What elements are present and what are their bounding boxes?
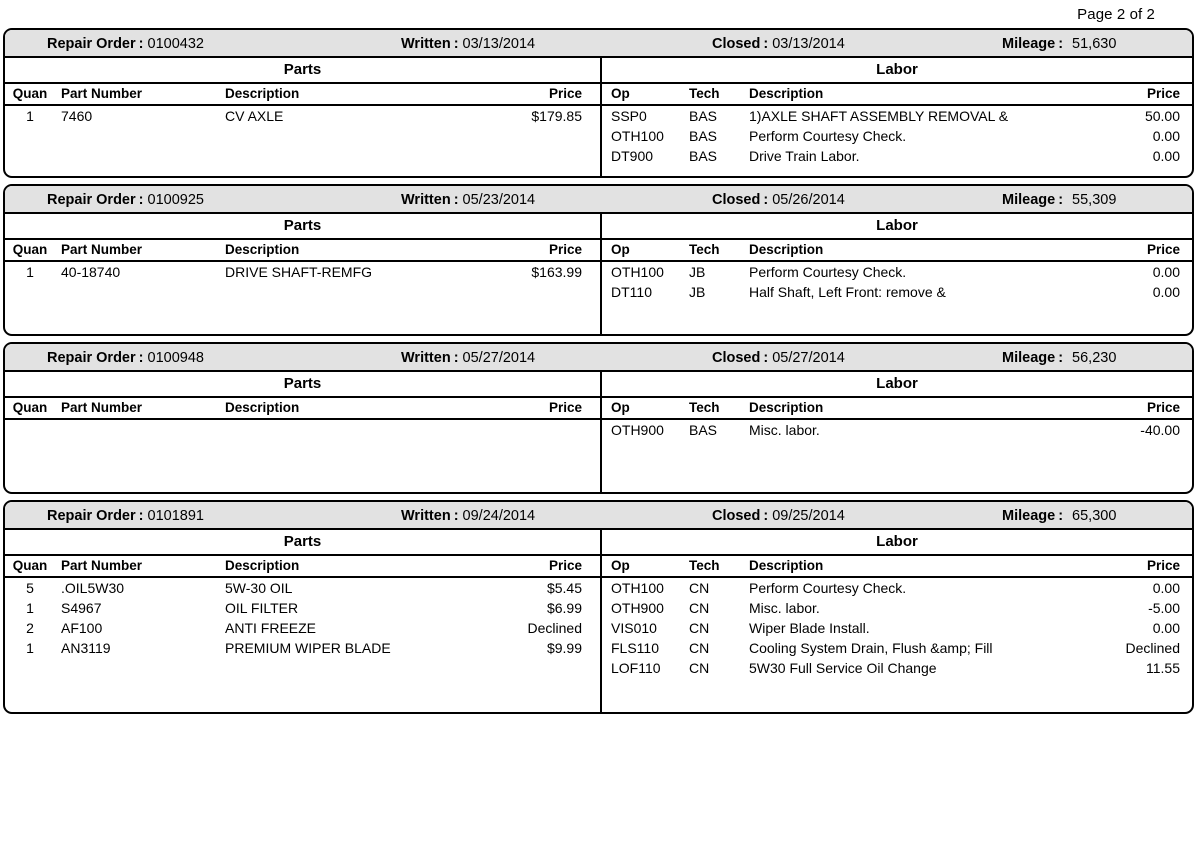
labor-cell-price: 50.00 <box>1144 108 1180 124</box>
parts-row <box>5 105 600 126</box>
parts-cell-quan: 1 <box>26 108 34 124</box>
labor-cell-tech: CN <box>689 600 710 616</box>
labor-cell-description: Drive Train Labor. <box>749 148 860 164</box>
parts-table <box>5 84 600 126</box>
field-value: 03/13/2014 <box>462 36 536 52</box>
labor-section-title: Labor <box>602 58 1192 84</box>
parts-cell-part-number: AN3119 <box>61 640 111 656</box>
field-separator: : <box>138 192 144 208</box>
closed-date-field <box>712 30 845 58</box>
closed-date-field <box>712 502 845 530</box>
parts-cell-price: $163.99 <box>531 264 582 280</box>
labor-cell-op: DT110 <box>611 284 652 300</box>
field-value: 0101891 <box>147 508 204 524</box>
parts-cell-part-number: .OIL5W30 <box>61 580 125 596</box>
repair-order-body <box>5 530 1192 712</box>
written-date-field <box>401 502 535 530</box>
parts-col-description: Description <box>221 84 475 105</box>
parts-cell-price: $9.99 <box>546 640 582 656</box>
labor-pane <box>602 372 1192 492</box>
labor-cell-tech: JB <box>689 264 706 280</box>
field-value: 05/26/2014 <box>772 192 845 208</box>
mileage-field <box>1002 186 1116 214</box>
parts-cell-quan: 1 <box>26 640 34 656</box>
labor-header-row <box>602 398 1192 419</box>
labor-cell-tech: BAS <box>689 148 718 164</box>
labor-cell-price: 0.00 <box>1152 580 1180 596</box>
parts-cell-description: PREMIUM WIPER BLADE <box>225 640 391 656</box>
written-date-field <box>401 344 535 372</box>
field-label: Closed <box>712 508 761 524</box>
parts-cell-quan: 1 <box>26 600 34 616</box>
parts-cell-price: Declined <box>527 620 582 636</box>
repair-order-card <box>3 342 1194 494</box>
labor-cell-description: 5W30 Full Service Oil Change <box>749 660 937 676</box>
field-label: Repair Order <box>47 36 136 52</box>
parts-table <box>5 556 600 658</box>
parts-header-row <box>5 398 600 419</box>
parts-row <box>5 577 600 598</box>
field-value: 55,309 <box>1072 192 1117 208</box>
parts-cell-description: CV AXLE <box>225 108 284 124</box>
labor-cell-price: 0.00 <box>1152 620 1180 636</box>
labor-cell-op: LOF110 <box>611 660 661 676</box>
field-label: Mileage <box>1002 192 1056 208</box>
field-value: 65,300 <box>1072 508 1117 524</box>
parts-section-title: Parts <box>5 58 600 84</box>
labor-col-price: Price <box>1079 84 1192 105</box>
field-value: 05/27/2014 <box>772 350 845 366</box>
field-separator: : <box>763 36 769 52</box>
field-separator: : <box>453 36 459 52</box>
parts-cell-description: OIL FILTER <box>225 600 299 616</box>
parts-header-row <box>5 556 600 577</box>
labor-row <box>602 146 1192 166</box>
field-label: Written <box>401 36 451 52</box>
parts-col-quan: Quan <box>5 398 55 419</box>
parts-pane <box>5 58 602 176</box>
field-separator: : <box>1058 192 1064 208</box>
repair-order-body <box>5 214 1192 334</box>
labor-cell-price: 0.00 <box>1152 264 1180 280</box>
field-separator: : <box>453 508 459 524</box>
parts-col-quan: Quan <box>5 556 55 577</box>
parts-cell-quan: 5 <box>26 580 34 596</box>
labor-cell-price: Declined <box>1125 640 1180 656</box>
labor-cell-tech: BAS <box>689 108 718 124</box>
parts-col-description: Description <box>221 240 475 261</box>
field-value: 05/23/2014 <box>462 192 536 208</box>
field-separator: : <box>763 508 769 524</box>
repair-order-body <box>5 58 1192 176</box>
labor-row <box>602 618 1192 638</box>
repair-order-titlebar <box>5 30 1192 58</box>
closed-date-field <box>712 186 845 214</box>
repair-order-card <box>3 28 1194 178</box>
field-value: 09/24/2014 <box>462 508 536 524</box>
field-label: Written <box>401 350 451 366</box>
field-separator: : <box>138 350 144 366</box>
field-value: 0100925 <box>147 192 204 208</box>
labor-cell-price: -40.00 <box>1140 422 1180 438</box>
parts-col-price: Price <box>475 84 600 105</box>
parts-section-title: Parts <box>5 214 600 240</box>
field-separator: : <box>453 350 459 366</box>
labor-row <box>602 419 1192 440</box>
parts-col-price: Price <box>475 398 600 419</box>
labor-col-op: Op <box>602 398 687 419</box>
field-label: Repair Order <box>47 192 136 208</box>
labor-col-price: Price <box>1079 398 1192 419</box>
labor-col-op: Op <box>602 556 687 577</box>
labor-cell-description: Perform Courtesy Check. <box>749 580 907 596</box>
labor-table <box>602 240 1192 302</box>
repair-order-body <box>5 372 1192 492</box>
labor-pane <box>602 214 1192 334</box>
repair-order-number-field <box>47 186 204 214</box>
labor-cell-description: Wiper Blade Install. <box>749 620 870 636</box>
labor-cell-description: Perform Courtesy Check. <box>749 264 907 280</box>
field-value: 05/27/2014 <box>462 350 536 366</box>
repair-order-number-field <box>47 344 204 372</box>
labor-col-tech: Tech <box>687 398 741 419</box>
labor-row <box>602 598 1192 618</box>
labor-cell-op: VIS010 <box>611 620 657 636</box>
labor-row <box>602 126 1192 146</box>
parts-cell-price: $179.85 <box>531 108 582 124</box>
labor-cell-op: OTH100 <box>611 128 664 144</box>
labor-row <box>602 105 1192 126</box>
field-label: Closed <box>712 350 761 366</box>
parts-pane <box>5 214 602 334</box>
parts-table <box>5 240 600 282</box>
labor-header-row <box>602 84 1192 105</box>
parts-row <box>5 261 600 282</box>
written-date-field <box>401 30 535 58</box>
labor-col-tech: Tech <box>687 556 741 577</box>
labor-row <box>602 261 1192 282</box>
labor-cell-op: OTH900 <box>611 422 664 438</box>
labor-cell-description: Cooling System Drain, Flush &amp; Fill <box>749 640 993 656</box>
repair-order-number-field <box>47 30 204 58</box>
written-date-field <box>401 186 535 214</box>
page-number-label: Page 2 of 2 <box>1077 5 1155 23</box>
labor-header-row <box>602 556 1192 577</box>
repair-order-list <box>0 28 1197 714</box>
field-value: 0100432 <box>147 36 204 52</box>
field-label: Closed <box>712 36 761 52</box>
labor-table <box>602 84 1192 166</box>
field-separator: : <box>138 508 144 524</box>
labor-pane <box>602 530 1192 712</box>
field-value: 51,630 <box>1072 36 1117 52</box>
labor-cell-op: OTH900 <box>611 600 664 616</box>
labor-col-op: Op <box>602 84 687 105</box>
repair-order-card <box>3 184 1194 336</box>
labor-table <box>602 556 1192 678</box>
parts-cell-part-number: S4967 <box>61 600 102 616</box>
parts-cell-part-number: 7460 <box>61 108 93 124</box>
page-header <box>0 0 1197 28</box>
parts-cell-description: DRIVE SHAFT-REMFG <box>225 264 373 280</box>
labor-section-title: Labor <box>602 372 1192 398</box>
parts-cell-price: $5.45 <box>546 580 582 596</box>
parts-header-row <box>5 240 600 261</box>
parts-pane <box>5 530 602 712</box>
labor-cell-op: DT900 <box>611 148 654 164</box>
field-separator: : <box>763 350 769 366</box>
field-separator: : <box>763 192 769 208</box>
repair-order-number-field <box>47 502 204 530</box>
mileage-field <box>1002 30 1116 58</box>
labor-row <box>602 282 1192 302</box>
labor-cell-op: OTH100 <box>611 264 664 280</box>
labor-cell-description: Misc. labor. <box>749 600 820 616</box>
parts-cell-part-number: 40-18740 <box>61 264 121 280</box>
field-label: Written <box>401 192 451 208</box>
parts-col-part-number: Part Number <box>55 556 221 577</box>
parts-cell-quan: 2 <box>26 620 34 636</box>
labor-col-tech: Tech <box>687 240 741 261</box>
repair-order-titlebar <box>5 186 1192 214</box>
field-label: Mileage <box>1002 508 1056 524</box>
parts-section-title: Parts <box>5 372 600 398</box>
labor-cell-tech: JB <box>689 284 706 300</box>
parts-cell-price: $6.99 <box>546 600 582 616</box>
field-label: Repair Order <box>47 508 136 524</box>
field-separator: : <box>138 36 144 52</box>
labor-cell-description: 1)AXLE SHAFT ASSEMBLY REMOVAL & <box>749 108 1009 124</box>
labor-cell-description: Half Shaft, Left Front: remove & <box>749 284 946 300</box>
labor-section-title: Labor <box>602 214 1192 240</box>
field-label: Written <box>401 508 451 524</box>
labor-row <box>602 577 1192 598</box>
parts-col-part-number: Part Number <box>55 398 221 419</box>
parts-cell-description: ANTI FREEZE <box>225 620 317 636</box>
field-separator: : <box>453 192 459 208</box>
field-separator: : <box>1058 508 1064 524</box>
labor-col-description: Description <box>741 398 1079 419</box>
labor-cell-price: -5.00 <box>1148 600 1180 616</box>
parts-cell-quan: 1 <box>26 264 34 280</box>
labor-table <box>602 398 1192 440</box>
labor-header-row <box>602 240 1192 261</box>
labor-col-price: Price <box>1079 556 1192 577</box>
labor-cell-tech: BAS <box>689 422 718 438</box>
labor-cell-price: 0.00 <box>1152 148 1180 164</box>
parts-col-description: Description <box>221 556 475 577</box>
parts-row <box>5 598 600 618</box>
parts-col-part-number: Part Number <box>55 240 221 261</box>
field-label: Mileage <box>1002 350 1056 366</box>
repair-order-titlebar <box>5 344 1192 372</box>
labor-cell-op: SSP0 <box>611 108 647 124</box>
labor-cell-op: FLS110 <box>611 640 659 656</box>
labor-col-description: Description <box>741 556 1079 577</box>
field-separator: : <box>1058 36 1064 52</box>
closed-date-field <box>712 344 845 372</box>
field-label: Repair Order <box>47 350 136 366</box>
parts-header-row <box>5 84 600 105</box>
labor-cell-tech: BAS <box>689 128 718 144</box>
labor-pane <box>602 58 1192 176</box>
parts-section-title: Parts <box>5 530 600 556</box>
labor-section-title: Labor <box>602 530 1192 556</box>
labor-cell-tech: CN <box>689 580 710 596</box>
labor-col-description: Description <box>741 84 1079 105</box>
field-label: Closed <box>712 192 761 208</box>
labor-cell-price: 0.00 <box>1152 128 1180 144</box>
parts-cell-description: 5W-30 OIL <box>225 580 293 596</box>
parts-pane <box>5 372 602 492</box>
field-value: 09/25/2014 <box>772 508 845 524</box>
field-value: 03/13/2014 <box>772 36 845 52</box>
labor-cell-tech: CN <box>689 620 710 636</box>
labor-col-op: Op <box>602 240 687 261</box>
parts-col-quan: Quan <box>5 240 55 261</box>
labor-col-description: Description <box>741 240 1079 261</box>
parts-col-description: Description <box>221 398 475 419</box>
labor-cell-description: Misc. labor. <box>749 422 820 438</box>
labor-col-price: Price <box>1079 240 1192 261</box>
parts-row <box>5 618 600 638</box>
mileage-field <box>1002 502 1116 530</box>
labor-cell-tech: CN <box>689 640 710 656</box>
mileage-field <box>1002 344 1116 372</box>
repair-order-titlebar <box>5 502 1192 530</box>
field-separator: : <box>1058 350 1064 366</box>
field-label: Mileage <box>1002 36 1056 52</box>
field-value: 56,230 <box>1072 350 1117 366</box>
labor-row <box>602 658 1192 678</box>
parts-cell-part-number: AF100 <box>61 620 103 636</box>
labor-cell-price: 0.00 <box>1152 284 1180 300</box>
parts-col-price: Price <box>475 240 600 261</box>
field-value: 0100948 <box>147 350 204 366</box>
parts-table <box>5 398 600 420</box>
parts-col-quan: Quan <box>5 84 55 105</box>
labor-cell-op: OTH100 <box>611 580 664 596</box>
labor-cell-price: 11.55 <box>1146 660 1180 676</box>
labor-cell-tech: CN <box>689 660 710 676</box>
labor-cell-description: Perform Courtesy Check. <box>749 128 907 144</box>
labor-col-tech: Tech <box>687 84 741 105</box>
labor-row <box>602 638 1192 658</box>
parts-col-price: Price <box>475 556 600 577</box>
parts-row <box>5 638 600 658</box>
parts-col-part-number: Part Number <box>55 84 221 105</box>
repair-order-card <box>3 500 1194 714</box>
